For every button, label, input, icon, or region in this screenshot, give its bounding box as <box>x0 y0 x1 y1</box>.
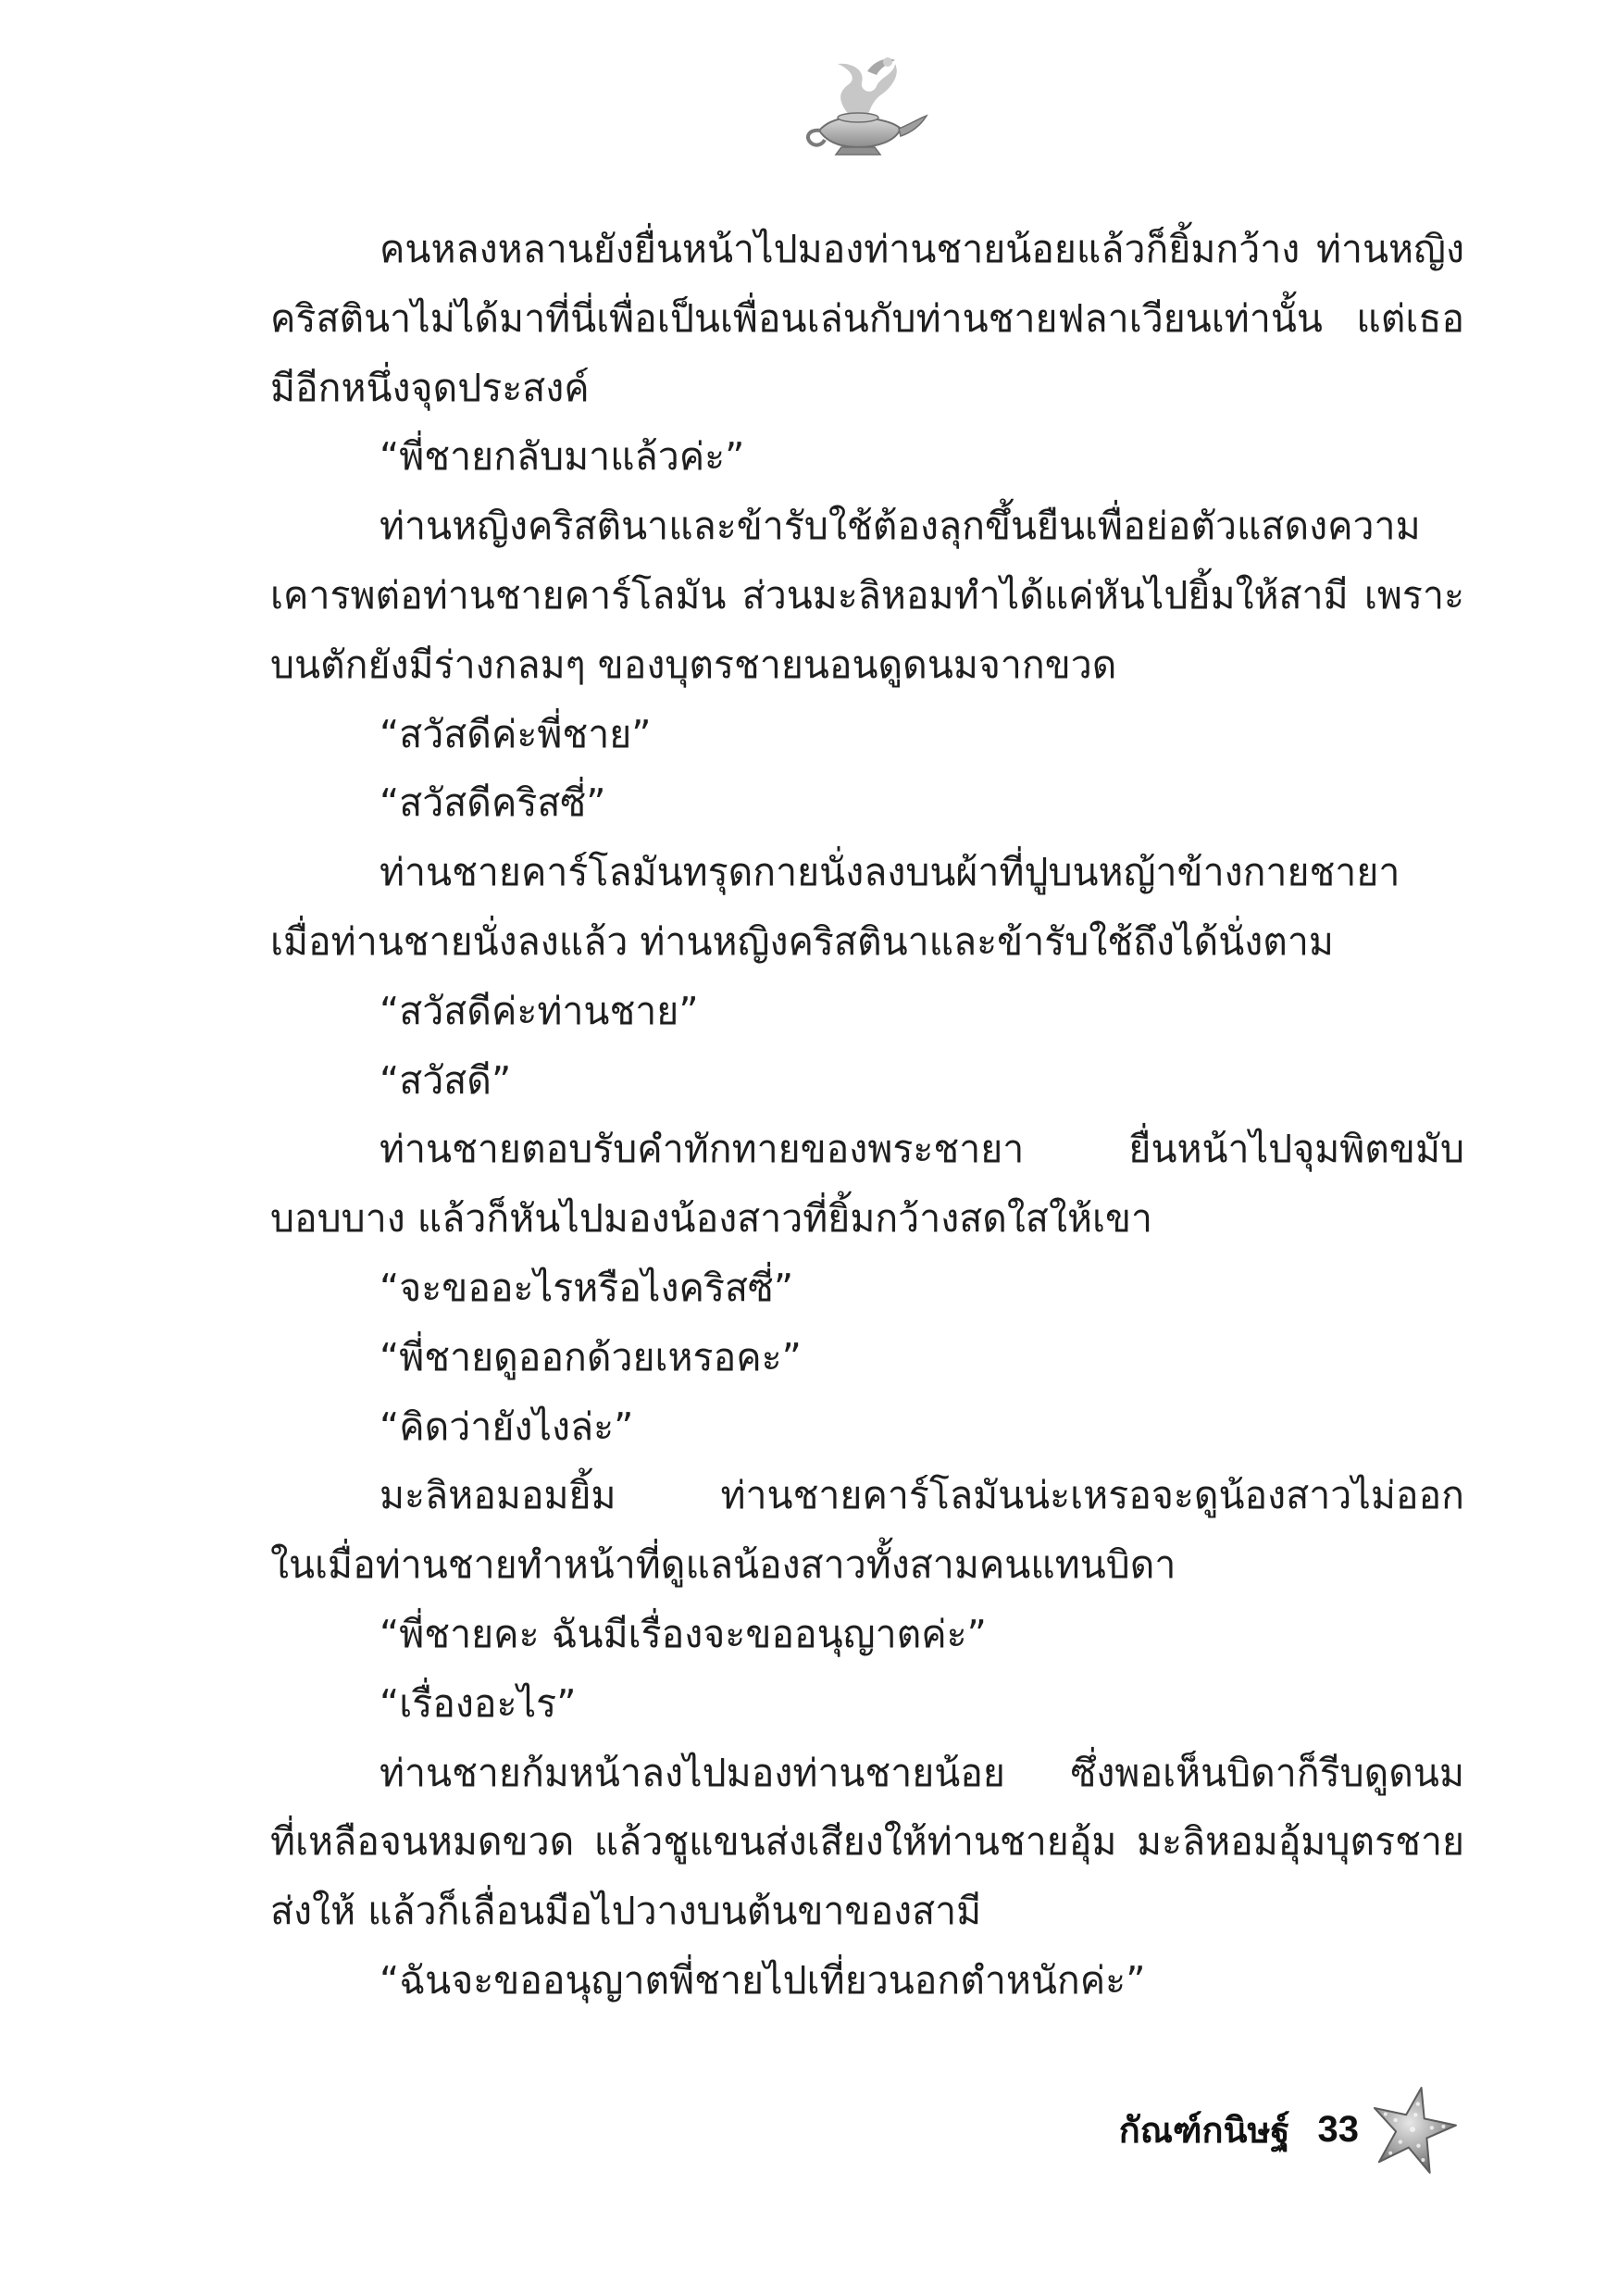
text-line: “เรื่องอะไร” <box>380 1680 577 1726</box>
text-line: มะลิหอมอมยิ้ม ท่านชายคาร์โลมันน่ะเหรอจะดูน้องสาวไม่ออก <box>380 1473 1464 1518</box>
text-line: “พี่ชายกลับมาแล้วค่ะ” <box>380 434 745 480</box>
text-line: ท่านชายตอบรับคำทักทายของพระชายา ยื่นหน้าไปจุมพิตขมับ <box>380 1127 1464 1172</box>
text-line: ท่านชายก้มหน้าลงไปมองท่านชายน้อย ซึ่งพอเห็นบิดาก็รีบดูดนม <box>380 1750 1464 1795</box>
text-line: “พี่ชายคะ ฉันมีเรื่องจะขออนุญาตค่ะ” <box>380 1611 987 1656</box>
text-line: เคารพต่อท่านชายคาร์โลมัน ส่วนมะลิหอมทำได้แค่หันไปยิ้มให้สามี เพราะ <box>270 572 1464 618</box>
text-line: ในเมื่อท่านชายทำหน้าที่ดูแลน้องสาวทั้งสามคนแทนบิดา <box>270 1542 1176 1588</box>
text-line: คนหลงหลานยังยื่นหน้าไปมองท่านชายน้อยแล้วก็ยิ้มกว้าง ท่านหญิง <box>380 227 1464 271</box>
text-line: “คิดว่ายังไงล่ะ” <box>380 1404 634 1449</box>
text-line: “พี่ชายดูออกด้วยเหรอคะ” <box>380 1334 802 1379</box>
page-number: 33 <box>1317 2108 1359 2150</box>
text-line: มีอีกหนึ่งจุดประสงค์ <box>270 365 590 410</box>
text-line: ท่านชายคาร์โลมันทรุดกายนั่งลงบนผ้าที่ปูบนหญ้าข้างกายชายา <box>380 850 1400 895</box>
text-line: เมื่อท่านชายนั่งลงแล้ว ท่านหญิงคริสตินาและข้ารับใช้ถึงได้นั่งตาม <box>270 918 1334 964</box>
text-line: ส่งให้ แล้วก็เลื่อนมือไปวางบนต้นขาของสามี <box>270 1889 982 1934</box>
body-text <box>270 215 1464 2015</box>
text-line: คริสตินาไม่ได้มาที่นี่เพื่อเป็นเพื่อนเล่นกับท่านชายฟลาเวียนเท่านั้น แต่เธอ <box>270 295 1464 341</box>
starfish-icon <box>1366 2083 1459 2176</box>
text-line: “สวัสดีคริสซี่” <box>380 780 606 826</box>
text-line: “ฉันจะขออนุญาตพี่ชายไปเที่ยวนอกตำหนักค่ะ” <box>380 1957 1146 2003</box>
genie-lamp-icon <box>791 51 930 157</box>
text-line: บนตักยังมีร่างกลมๆ ของบุตรชายนอนดูดนมจากขวด <box>270 642 1117 687</box>
page-footer <box>1119 2083 1459 2176</box>
text-line: บอบบาง แล้วก็หันไปมองน้องสาวที่ยิ้มกว้างสดใสให้เขา <box>270 1196 1153 1242</box>
text-line: “จะขออะไรหรือไงคริสซี่” <box>380 1265 794 1310</box>
text-line: ท่านหญิงคริสตินาและข้ารับใช้ต้องลุกขึ้นยืนเพื่อย่อตัวแสดงความ <box>380 504 1421 549</box>
text-line: “สวัสดีค่ะท่านชาย” <box>380 988 699 1033</box>
text-line: “สวัสดี” <box>380 1057 512 1103</box>
text-line: “สวัสดีค่ะพี่ชาย” <box>380 711 652 756</box>
author-name: กัณฑ์กนิษฐ์ <box>1118 2109 1290 2151</box>
text-line: ที่เหลือจนหมดขวด แล้วชูแขนส่งเสียงให้ท่านชายอุ้ม มะลิหอมอุ้มบุตรชาย <box>270 1819 1464 1865</box>
